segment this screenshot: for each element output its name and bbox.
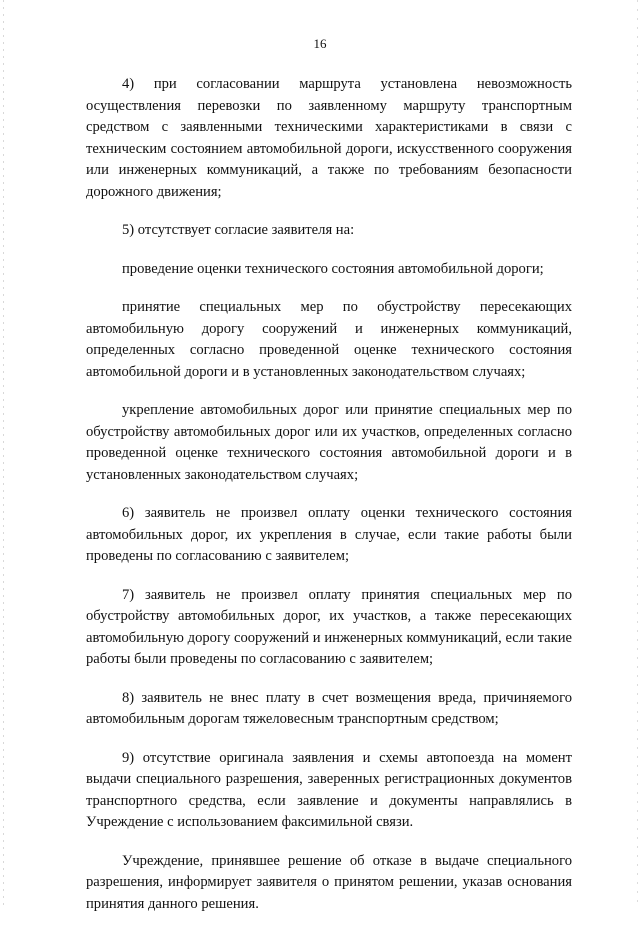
paragraph-subitem-reinforcement: укрепление автомобильных дорог или принятие специальных мер по обустройству автомобильных дорог или их участков, определенных согласно проведенной оценке технического состояния автомобильной дороги и в установленных законодательством случаях; xyxy=(86,402,572,483)
paragraph-subitem-special-measures: принятие специальных мер по обустройству пересекающих автомобильную дорогу сооружений и инженерных коммуникаций, определенных согласно проведенной оценке технического состояния автомобильной дороги и в установленных законодательством случаях; xyxy=(86,299,572,380)
paragraph-conclusion: Учреждение, принявшее решение об отказе в выдаче специального разрешения, информирует заявителя о принятом решении, указав основания принятия данного решения. xyxy=(86,852,572,912)
paragraph-subitem-assessment: проведение оценки технического состояния автомобильной дороги; xyxy=(122,260,544,277)
paragraph-item-6: 6) заявитель не произвел оплату оценки технического состояния автомобильных дорог, их укрепления в случае, если такие работы были проведены по согласованию с заявителем; xyxy=(86,505,572,564)
paragraph-item-4: 4) при согласовании маршрута установлена невозможность осуществления перевозки по заявленному маршруту транспортным средством с заявленными техническими характеристиками в связи с техническим состоянием автомобильной дороги, искусственного сооружения или инженерных коммуникаций, а также по требованиям безопасности дорожного движения; xyxy=(86,76,572,200)
page-number: 16 xyxy=(313,36,327,51)
document-body xyxy=(86,74,572,932)
scan-edge-left xyxy=(3,0,4,905)
paragraph-item-9: 9) отсутствие оригинала заявления и схемы автопоезда на момент выдачи специального разрешения, заверенных регистрационных документов транспортного средства, если заявление и документы направлялись в Учреждение с использованием факсимильной связи. xyxy=(86,749,572,830)
paragraph-item-8: 8) заявитель не внес плату в счет возмещения вреда, причиняемого автомобильным дорогам тяжеловесным транспортным средством; xyxy=(86,689,572,727)
paragraph-item-7: 7) заявитель не произвел оплату принятия специальных мер по обустройству автомобильных дорог, их участков, а также пересекающих автомобильную дорогу сооружений и инженерных коммуникаций, если такие работы были проведены по согласованию с заявителем; xyxy=(86,586,572,667)
scan-edge-right xyxy=(637,0,638,905)
paragraph-item-5: 5) отсутствует согласие заявителя на: xyxy=(122,222,355,238)
